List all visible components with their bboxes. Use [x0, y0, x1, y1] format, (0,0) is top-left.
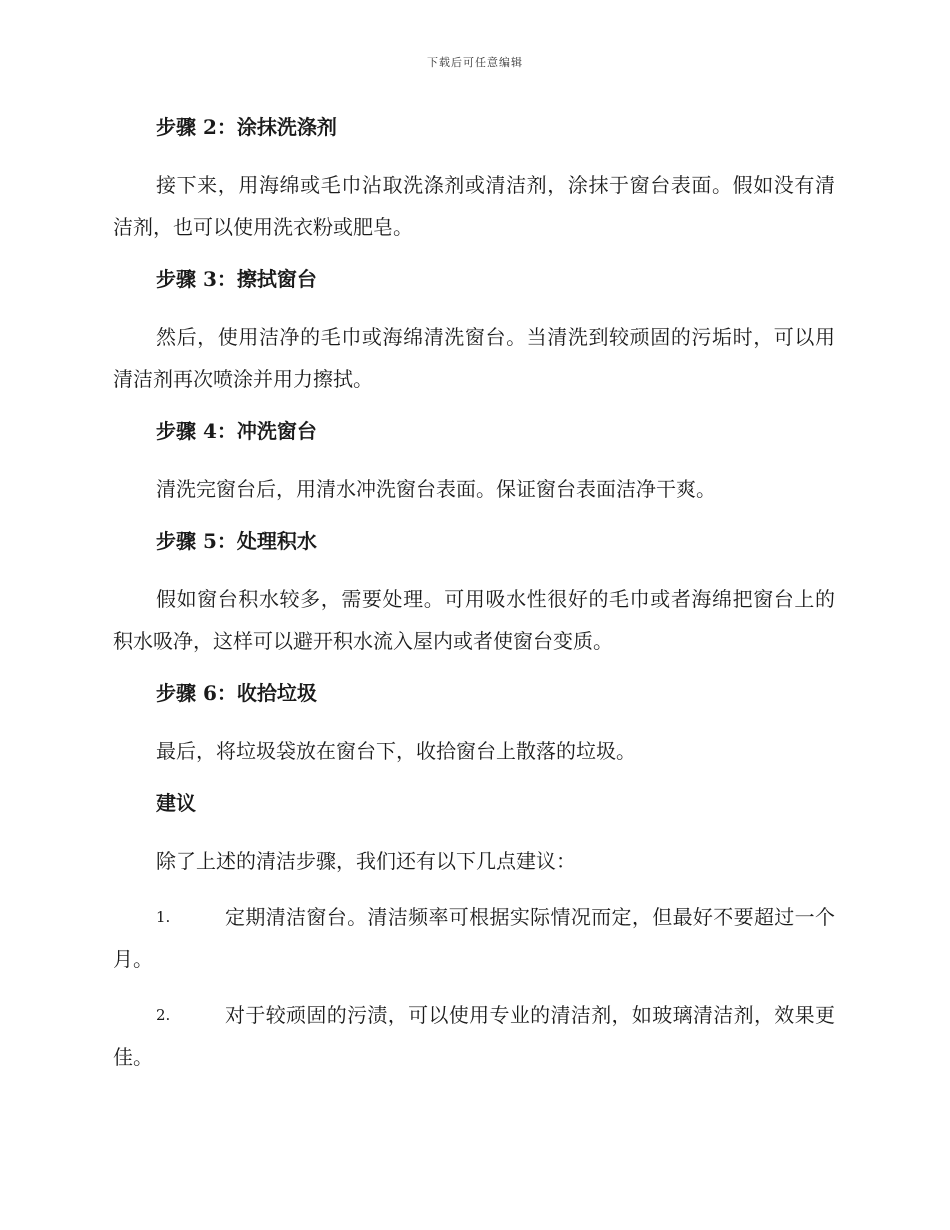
- section-step-2: [113, 110, 835, 262]
- section-paragraph: 最后，将垃圾袋放在窗台下，收拾窗台上散落的垃圾。: [156, 739, 636, 763]
- section-step-5: [113, 524, 835, 676]
- section-paragraph: 接下来，用海绵或毛巾沾取洗涤剂或清洁剂，涂抹于窗台表面。假如没有清洁剂，也可以使用洗衣粉或肥皂。: [113, 173, 835, 239]
- list-item-number: 2.: [156, 1006, 171, 1024]
- list-item-number: 1.: [156, 908, 171, 926]
- section-step-3: [113, 262, 835, 414]
- document-body: [113, 110, 835, 1078]
- section-paragraph: 假如窗台积水较多，需要处理。可用吸水性很好的毛巾或者海绵把窗台上的积水吸净，这样可以避开积水流入屋内或者使窗台变质。: [113, 587, 835, 653]
- section-heading: 建议: [156, 791, 196, 815]
- header-note: 下载后可任意编辑: [427, 56, 523, 69]
- section-paragraph: 除了上述的清洁步骤，我们还有以下几点建议：: [156, 849, 576, 873]
- section-heading: 步骤 5：处理积水: [156, 529, 317, 553]
- section-paragraph: 清洗完窗台后，用清水冲洗窗台表面。保证窗台表面洁净干爽。: [156, 477, 716, 501]
- list-item-text: 定期清洁窗台。清洁频率可根据实际情况而定，但最好不要超过一个月。: [113, 905, 835, 971]
- list-item: [113, 896, 835, 980]
- section-heading: 步骤 3：擦拭窗台: [156, 267, 317, 291]
- list-item: [113, 994, 835, 1078]
- list-item-text: 对于较顽固的污渍，可以使用专业的清洁剂，如玻璃清洁剂，效果更佳。: [113, 1003, 835, 1069]
- section-suggestions: [113, 786, 835, 1078]
- section-heading: 步骤 4：冲洗窗台: [156, 419, 317, 443]
- section-heading: 步骤 6：收拾垃圾: [156, 681, 317, 705]
- section-heading: 步骤 2：涂抹洗涤剂: [156, 115, 337, 139]
- section-step-6: [113, 676, 835, 786]
- section-step-4: [113, 414, 835, 524]
- section-paragraph: 然后，使用洁净的毛巾或海绵清洗窗台。当清洗到较顽固的污垢时，可以用清洁剂再次喷涂并用力擦拭。: [113, 325, 835, 391]
